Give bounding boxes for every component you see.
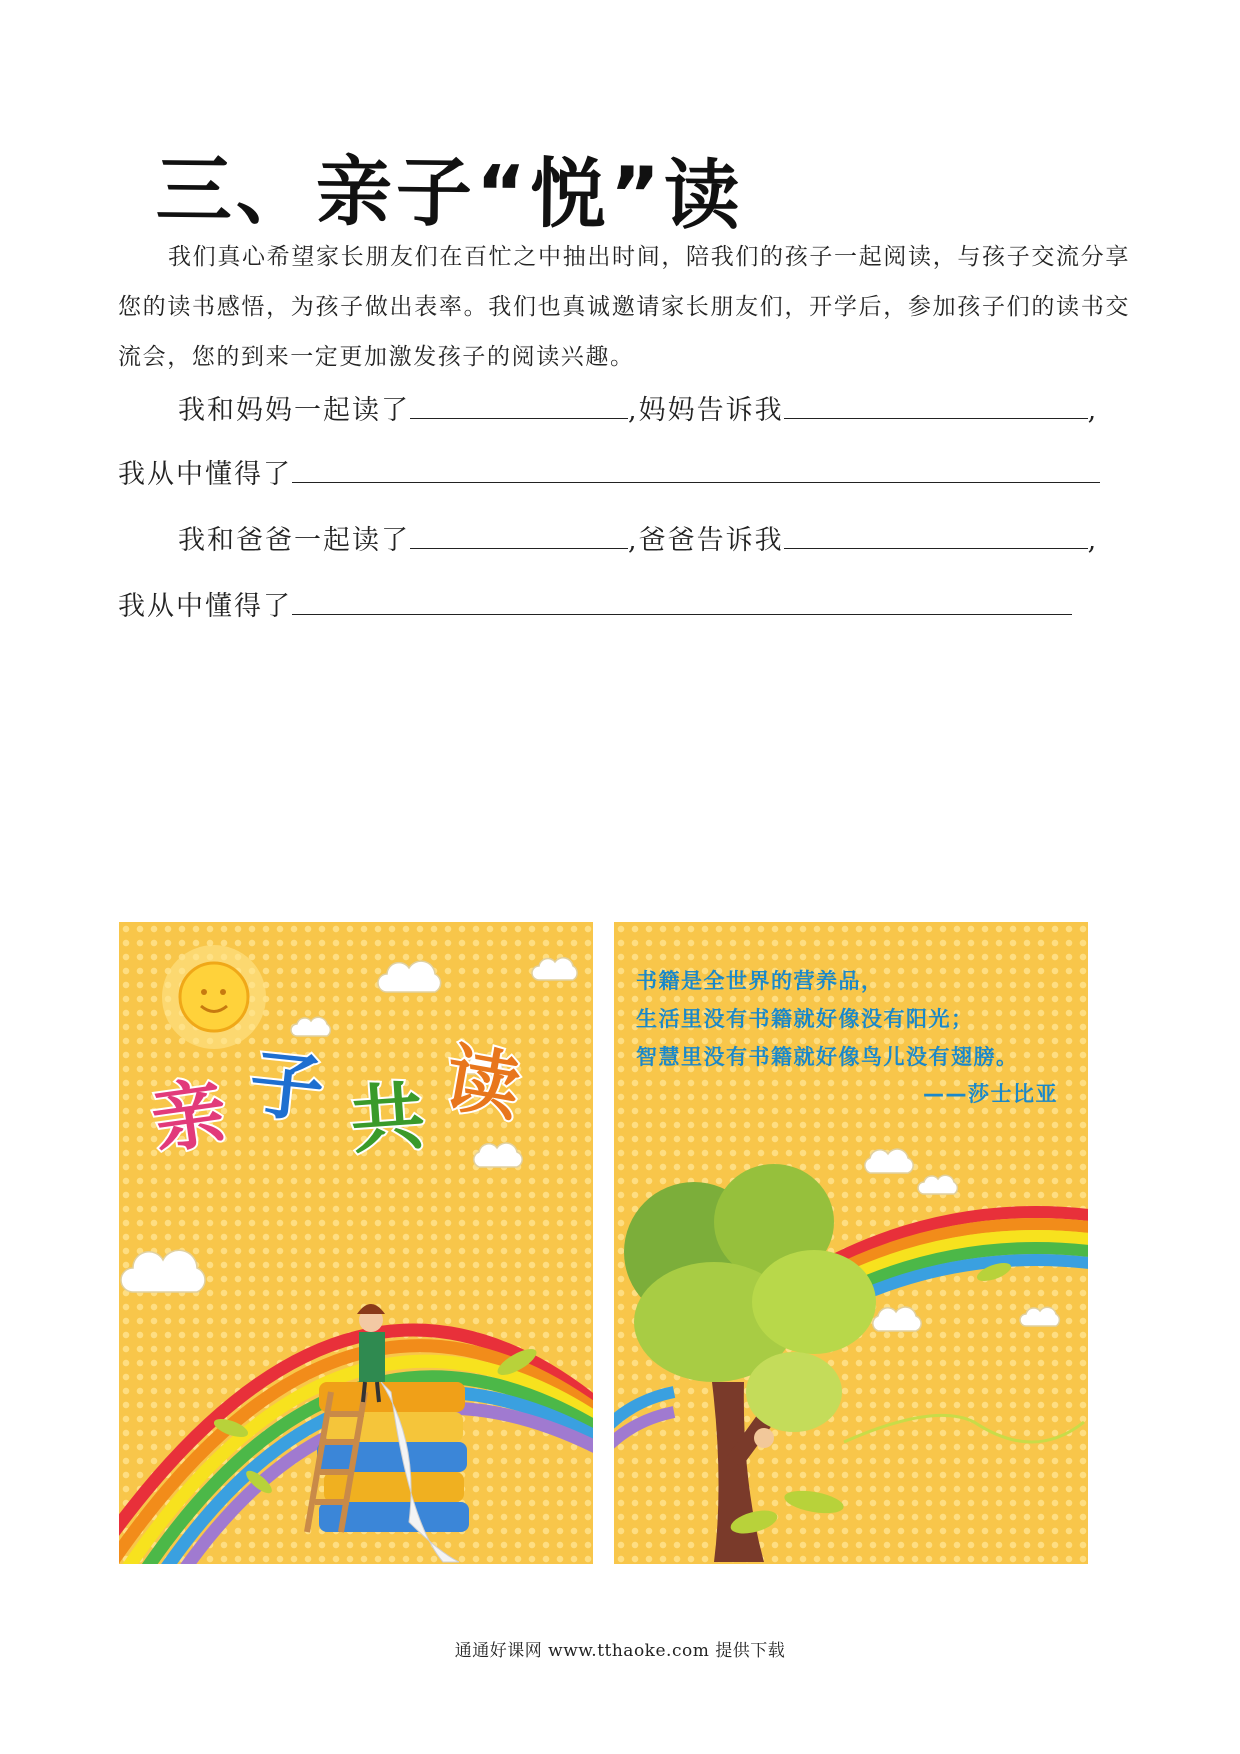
dad-learned-label: 我从中懂得了 — [118, 591, 292, 622]
mom-line — [178, 388, 1098, 427]
poster-left — [119, 922, 593, 1564]
sun-icon — [162, 945, 266, 1049]
quote-author: ——莎士比亚 — [923, 1082, 1058, 1106]
mom-comma: , — [1087, 395, 1099, 426]
mom-told-label: ,妈妈告诉我 — [628, 395, 784, 426]
dad-comma: , — [1087, 525, 1099, 556]
dad-said-blank[interactable] — [784, 520, 1088, 549]
intro-paragraph: 我们真心希望家长朋友们在百忙之中抽出时间，陪我们的孩子一起阅读，与孩子交流分享您的读书感悟，为孩子做出表率。我们也真诚邀请家长朋友们，开学后，参加孩子们的读书交流会，您的到来一定更加激发孩子的阅读兴趣。 — [118, 244, 1130, 370]
dad-learned-line — [118, 584, 1072, 623]
dad-line — [178, 518, 1098, 557]
dad-told-label: ,爸爸告诉我 — [628, 525, 784, 556]
dad-learned-blank[interactable] — [292, 586, 1072, 615]
quote-line-3: 智慧里没有书籍就好像鸟儿没有翅膀。 — [636, 1045, 1019, 1069]
quote-line-2: 生活里没有书籍就好像没有阳光； — [636, 1007, 974, 1031]
mom-learned-line — [118, 452, 1100, 491]
mom-read-label: 我和妈妈一起读了 — [178, 395, 410, 426]
poster-right — [614, 922, 1088, 1564]
poster-title-char-3: 共 — [347, 1073, 428, 1165]
poster-title-char-1: 亲 — [146, 1069, 232, 1165]
mom-book-blank[interactable] — [410, 390, 628, 419]
mom-learned-blank[interactable] — [292, 454, 1100, 483]
mom-said-blank[interactable] — [784, 390, 1088, 419]
quote-line-1: 书籍是全世界的营养品， — [636, 969, 884, 993]
dad-read-label: 我和爸爸一起读了 — [178, 525, 410, 556]
page-title: 三、亲子“悦”读 — [155, 144, 745, 241]
footer-credit: 通通好课网 www.tthaoke.com 提供下载 — [454, 1641, 786, 1661]
quote-block — [636, 962, 1076, 1076]
mom-learned-label: 我从中懂得了 — [118, 459, 292, 490]
poster-title-char-2: 子 — [245, 1040, 328, 1134]
dad-book-blank[interactable] — [410, 520, 628, 549]
poster-title-char-4: 读 — [438, 1034, 527, 1133]
vine-icon — [844, 1415, 1084, 1442]
poster-left-art — [119, 922, 593, 1564]
